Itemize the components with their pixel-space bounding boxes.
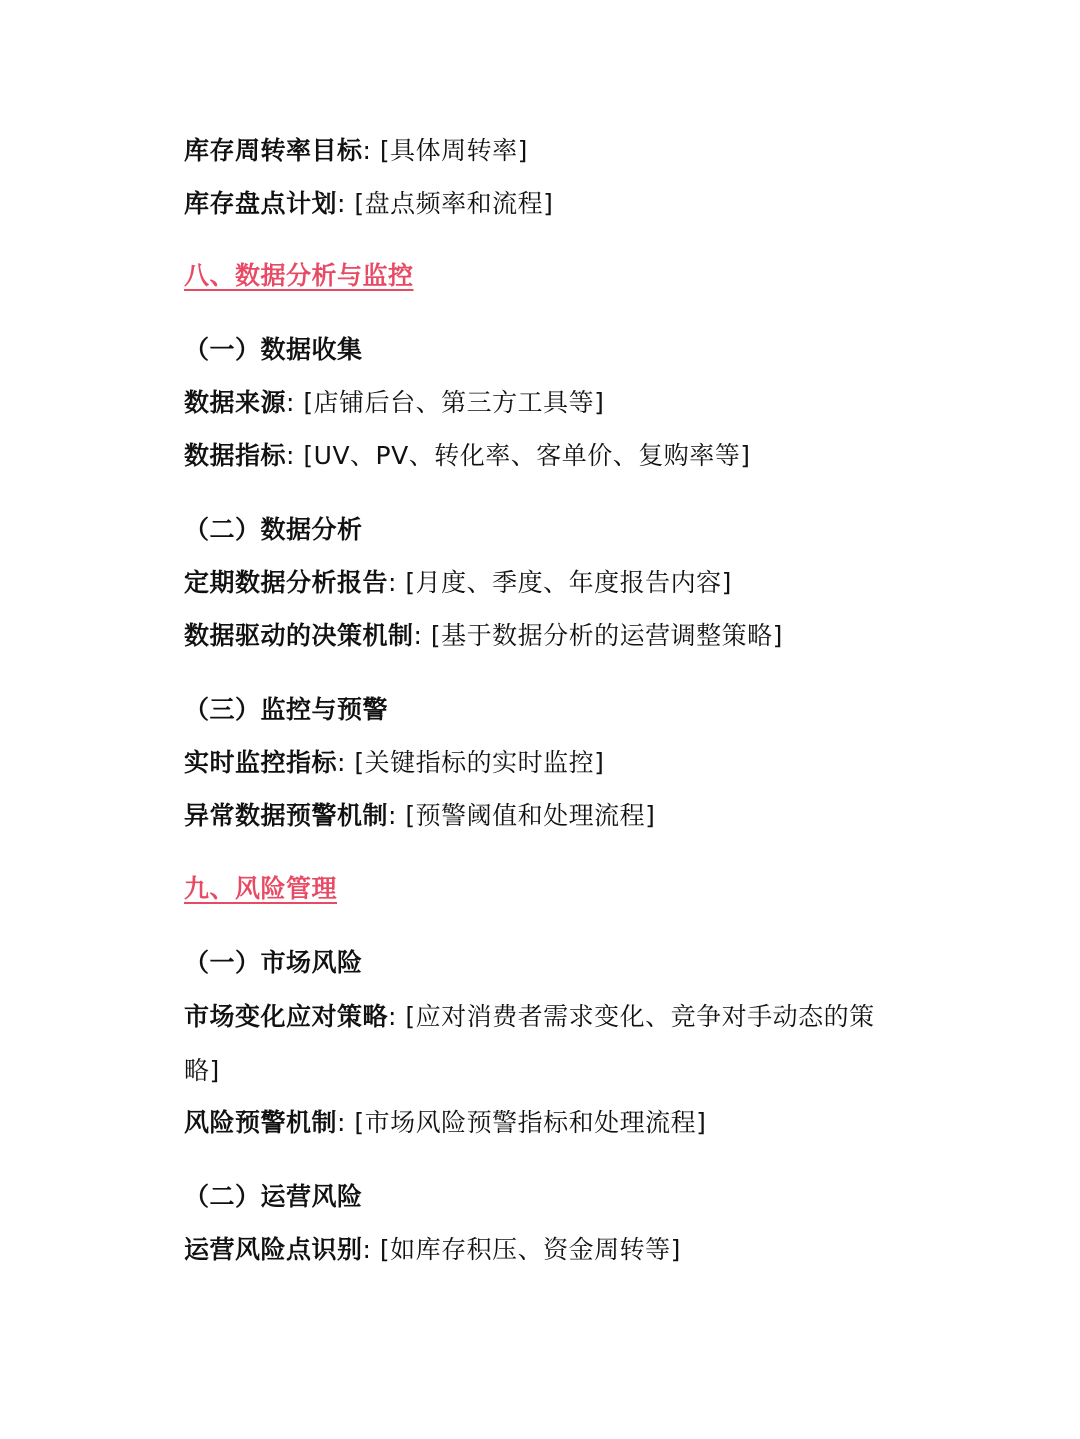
data-metrics-item — [184, 439, 751, 473]
item-value: [预警阈值和处理流程] — [405, 801, 656, 830]
item-value: [如库存积压、资金周转等] — [379, 1235, 681, 1264]
subsection-title-monitoring: （三）监控与预警 — [184, 695, 389, 724]
item-label: 库存周转率目标 — [184, 136, 363, 165]
section-title-data-analysis: 八、数据分析与监控 — [184, 261, 414, 290]
market-strategy-item — [184, 990, 904, 1098]
item-separator: : — [388, 801, 397, 830]
item-value: [具体周转率] — [379, 136, 528, 165]
item-separator: : — [286, 441, 295, 470]
item-value: [关键指标的实时监控] — [354, 748, 605, 777]
item-label: 数据指标 — [184, 441, 287, 470]
item-label: 数据驱动的决策机制 — [184, 621, 414, 650]
data-driven-decision-item — [184, 619, 783, 653]
item-separator: : — [362, 1235, 372, 1264]
item-separator: : — [286, 388, 295, 417]
subsection-title-operation-risk: （二）运营风险 — [184, 1182, 363, 1211]
item-value: [月度、季度、年度报告内容] — [405, 568, 732, 597]
item-label: 库存盘点计划 — [184, 189, 338, 218]
item-value: [基于数据分析的运营调整策略] — [430, 621, 783, 650]
item-label: 运营风险点识别 — [184, 1235, 363, 1264]
item-separator: : — [337, 189, 346, 218]
item-label: 异常数据预警机制 — [184, 801, 389, 830]
item-label: 实时监控指标 — [184, 748, 338, 777]
subsection-title-market-risk: （一）市场风险 — [184, 948, 363, 977]
inventory-count-plan — [184, 187, 553, 221]
item-value: [盘点频率和流程] — [354, 189, 554, 218]
item-separator: : — [337, 748, 346, 777]
item-separator: : — [388, 1002, 397, 1031]
item-label: 定期数据分析报告 — [184, 568, 389, 597]
data-source-item — [184, 386, 604, 420]
item-separator: : — [362, 136, 372, 165]
anomaly-alert-item — [184, 799, 655, 833]
item-value: [UV、PV、转化率、客单价、复购率等] — [303, 441, 751, 470]
subsection-title-data-analysis: （二）数据分析 — [184, 515, 363, 544]
item-label: 数据来源 — [184, 388, 287, 417]
section-title-risk-management: 九、风险管理 — [184, 874, 338, 903]
item-separator: : — [413, 621, 423, 650]
item-label: 风险预警机制 — [184, 1108, 338, 1137]
item-value: [市场风险预警指标和处理流程] — [354, 1108, 707, 1137]
operation-risk-item — [184, 1233, 681, 1267]
subsection-title-data-collection: （一）数据收集 — [184, 335, 363, 364]
item-value: [应对消费者需求变化、竞争对手动态的策略] — [184, 1002, 875, 1085]
periodic-report-item — [184, 566, 732, 600]
realtime-metrics-item — [184, 746, 604, 780]
item-label: 市场变化应对策略 — [184, 1002, 389, 1031]
risk-alert-item — [184, 1106, 706, 1140]
item-separator: : — [388, 568, 397, 597]
item-value: [店铺后台、第三方工具等] — [303, 388, 605, 417]
inventory-turnover-target — [184, 134, 528, 168]
item-separator: : — [337, 1108, 346, 1137]
